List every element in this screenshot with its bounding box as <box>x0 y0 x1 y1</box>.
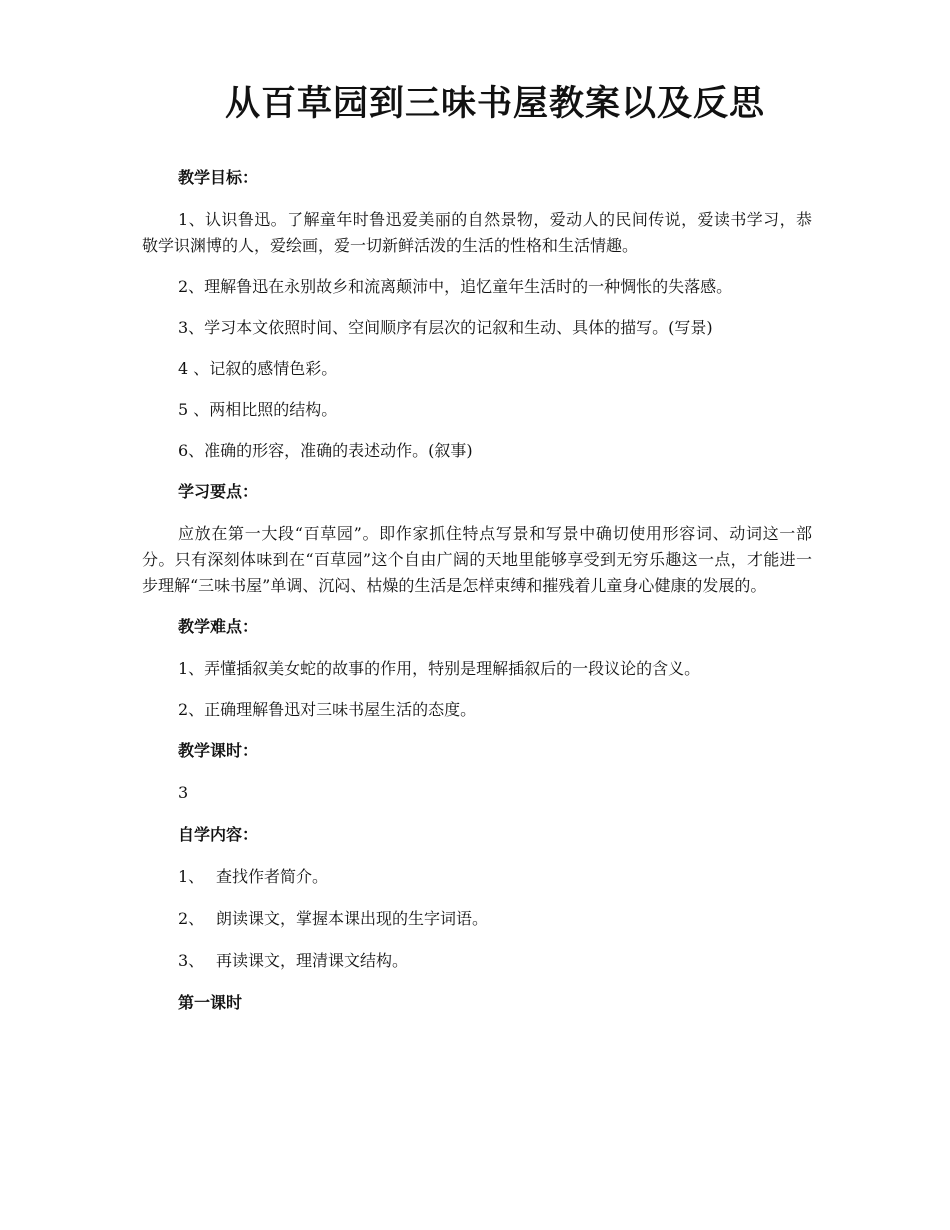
objective-item: 1、认识鲁迅。了解童年时鲁迅爱美丽的自然景物，爱动人的民间传说，爱读书学习，恭敬学识渊博的人，爱绘画，爱一切新鲜活泼的生活的性格和生活情趣。 <box>142 210 812 255</box>
self-study-item-number: 2、 <box>178 909 205 928</box>
self-study-heading: 自学内容： <box>178 825 259 844</box>
self-study-item-text: 查找作者简介。 <box>216 867 329 886</box>
difficulty-item: 2、正确理解鲁迅对三味书屋生活的态度。 <box>178 700 477 719</box>
self-study-item-number: 3、 <box>178 951 205 970</box>
difficulties-heading: 教学难点： <box>178 617 259 636</box>
self-study-item <box>142 864 812 890</box>
self-study-item-number: 1、 <box>178 867 205 886</box>
key-points-heading: 学习要点： <box>178 482 259 501</box>
key-points-text: 应放在第一大段“百草园”。即作家抓住特点写景和写景中确切使用形容词、动词这一部分。只有深刻体味到在“百草园”这个自由广阔的天地里能够享受到无穷乐趣这一点，才能进一步理解“三味书屋”单调、沉闷、枯燥的生活是怎样束缚和摧残着儿童身心健康的发展的。 <box>142 524 812 595</box>
hours-heading: 教学课时： <box>178 741 259 760</box>
self-study-item-text: 再读课文，理清课文结构。 <box>216 951 409 970</box>
objective-item: 5 、两相比照的结构。 <box>178 400 338 419</box>
objective-item: 2、理解鲁迅在永别故乡和流离颠沛中，追忆童年生活时的一种惆怅的失落感。 <box>178 277 733 296</box>
lesson-one-heading: 第一课时 <box>178 993 243 1012</box>
hours-value: 3 <box>178 783 189 802</box>
self-study-item-text: 朗读课文，掌握本课出现的生字词语。 <box>216 909 489 928</box>
objectives-heading: 教学目标： <box>178 168 259 187</box>
document-title: 从百草园到三味书屋教案以及反思 <box>224 83 765 124</box>
objective-item: 4 、记叙的感情色彩。 <box>178 359 338 378</box>
document-body <box>142 165 812 1032</box>
difficulty-item: 1、弄懂插叙美女蛇的故事的作用，特别是理解插叙后的一段议论的含义。 <box>178 659 701 678</box>
self-study-item <box>142 906 812 932</box>
self-study-item <box>142 948 812 974</box>
objective-item: 3、学习本文依照时间、空间顺序有层次的记叙和生动、具体的描写。(写景) <box>178 318 713 337</box>
objective-item: 6、准确的形容，准确的表述动作。(叙事) <box>178 441 473 460</box>
